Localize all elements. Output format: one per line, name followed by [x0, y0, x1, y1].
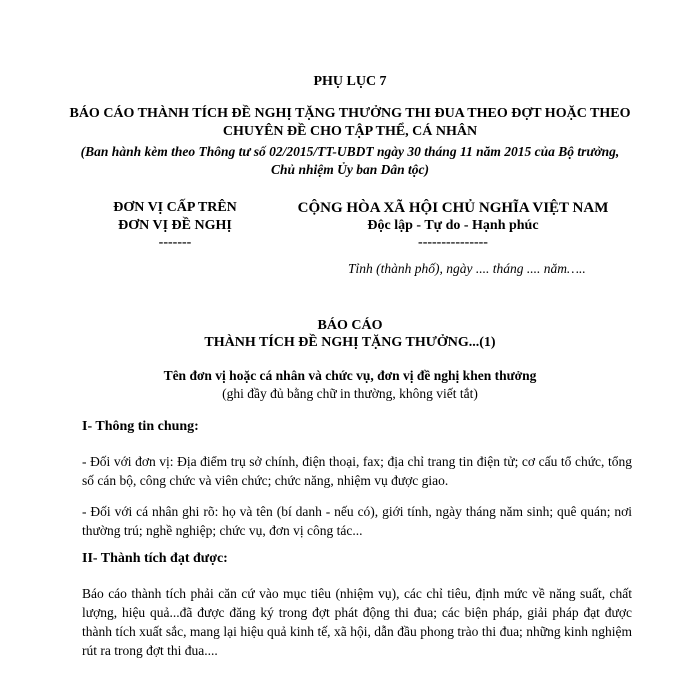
date-line: Tỉnh (thành phố), ngày .... tháng .... năm…..	[348, 261, 586, 276]
right-header-rule: ---------------	[418, 235, 488, 250]
left-header-line1: ĐƠN VỊ CẤP TRÊN	[113, 200, 237, 215]
report-subtitle: THÀNH TÍCH ĐỀ NGHỊ TẶNG THƯỞNG...(1)	[204, 335, 496, 350]
section2-paragraph1: Báo cáo thành tích phải căn cứ vào mục tiêu (nhiệm vụ), các chỉ tiêu, định mức về năng suất, chất lượng, hiệu quả...đã được đăng ký trong đợt phát động thi đua; các biện pháp, giải pháp đạt được thành tích xuất sắc, mang lại hiệu quả kinh tế, xã hội, dẫn đầu phong trào thi đua; những kinh nghiệm rút ra trong đợt thi đua....	[82, 586, 632, 658]
country-name: CỘNG HÒA XÃ HỘI CHỦ NGHĨA VIỆT NAM	[297, 200, 609, 216]
issued-note-line1: (Ban hành kèm theo Thông tư số 02/2015/TT-UBDT ngày 30 tháng 11 năm 2015 của Bộ trưởng,	[80, 144, 620, 159]
appendix-label: PHỤ LỤC 7	[313, 74, 387, 89]
form-title-line2: CHUYÊN ĐỀ CHO TẬP THỂ, CÁ NHÂN	[222, 124, 478, 139]
subject-line: Tên đơn vị hoặc cá nhân và chức vụ, đơn vị đề nghị khen thưởng	[163, 368, 537, 383]
left-header-line2: ĐƠN VỊ ĐỀ NGHỊ	[118, 218, 232, 233]
section1-heading: I- Thông tin chung:	[82, 419, 199, 434]
section1-paragraph2: - Đối với cá nhân ghi rõ: họ và tên (bí danh - nếu có), giới tính, ngày tháng năm sinh; quê quán; nơi thường trú; nghề nghiệp; chức vụ, đơn vị công tác...	[82, 504, 632, 538]
issued-note-line2: Chủ nhiệm Ủy ban Dân tộc)	[271, 162, 429, 177]
national-motto: Độc lập - Tự do - Hạnh phúc	[367, 218, 539, 233]
section2-heading: II- Thành tích đạt được:	[82, 551, 228, 566]
section1-paragraph1: - Đối với đơn vị: Địa điểm trụ sở chính, điện thoại, fax; địa chỉ trang tin điện tử; cơ cấu tổ chức, tổng số cán bộ, công chức và viên chức; chức năng, nhiệm vụ được giao.	[82, 454, 632, 488]
left-header-rule: -------	[158, 235, 192, 250]
form-title-line1: BÁO CÁO THÀNH TÍCH ĐỀ NGHỊ TẶNG THƯỞNG THI ĐUA THEO ĐỢT HOẶC THEO	[69, 106, 631, 121]
report-title: BÁO CÁO	[317, 318, 383, 333]
subject-note: (ghi đầy đủ bằng chữ in thường, không viết tắt)	[222, 386, 478, 401]
